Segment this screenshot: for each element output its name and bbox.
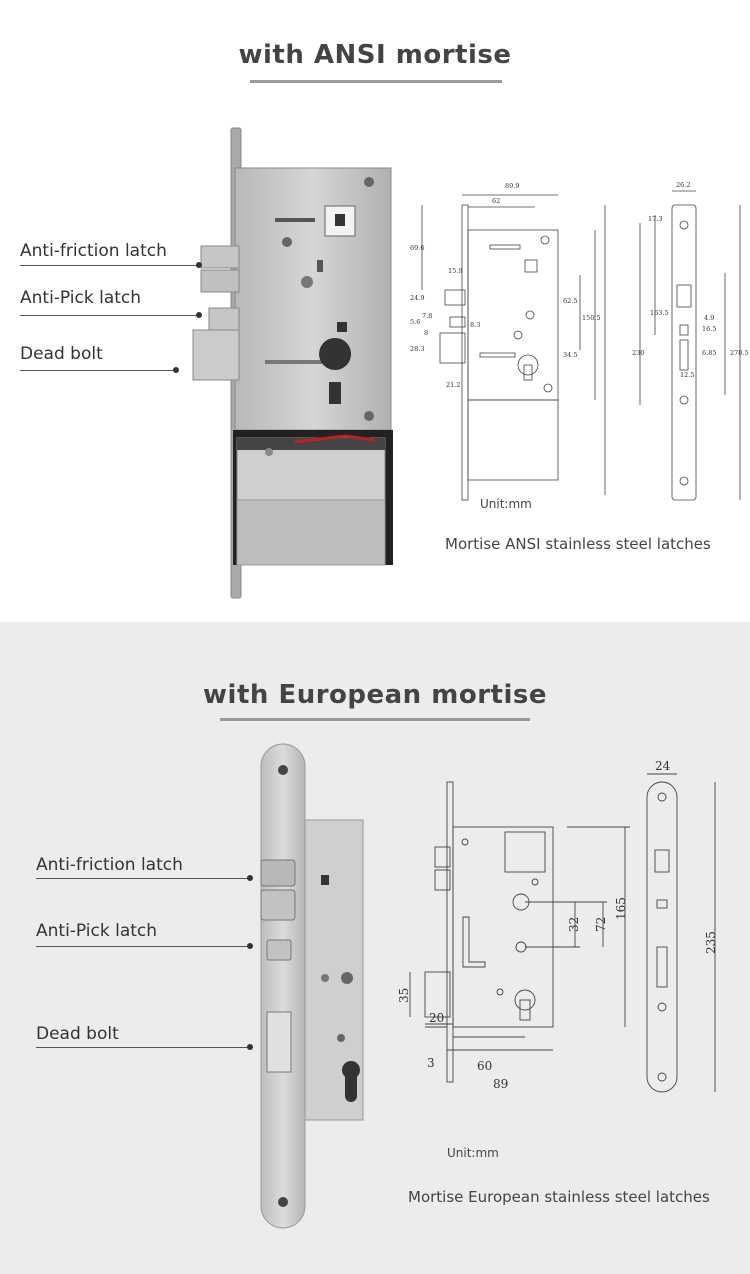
ansi-anti-friction-label: Anti-friction latch: [20, 241, 167, 261]
ansi-anti-pick-leader: [20, 315, 198, 316]
ansi-title-underline: [250, 80, 502, 83]
euro-technical-drawing: [385, 759, 735, 1122]
ansi-dim-2: 62: [492, 197, 501, 205]
euro-dim-165: 165: [614, 897, 628, 920]
euro-anti-friction-label: Anti-friction latch: [36, 855, 183, 875]
euro-anti-friction-leader: [36, 878, 250, 879]
ansi-dim-13: 150.5: [582, 314, 601, 322]
euro-unit: Unit:mm: [447, 1146, 499, 1160]
ansi-anti-pick-label: Anti-Pick latch: [20, 288, 142, 308]
euro-dead-bolt-dot: [247, 1044, 253, 1050]
ansi-dim-22: 230: [632, 349, 645, 357]
euro-caption: Mortise European stainless steel latches: [408, 1188, 710, 1206]
euro-anti-pick-label: Anti-Pick latch: [36, 921, 158, 941]
ansi-dead-bolt-label: Dead bolt: [20, 344, 103, 364]
ansi-dim-9: 8.3: [470, 321, 481, 329]
ansi-dim-5: 24.9: [410, 294, 425, 302]
euro-dim-24: 24: [655, 759, 671, 773]
euro-dim-60: 60: [477, 1059, 493, 1073]
euro-dim-35: 35: [397, 987, 411, 1003]
ansi-caption: Mortise ANSI stainless steel latches: [445, 535, 711, 553]
ansi-section: [0, 0, 750, 622]
ansi-dim-7: 5.6: [410, 318, 421, 326]
euro-lock-photo: [245, 740, 375, 1232]
euro-dim-32: 32: [567, 916, 581, 932]
ansi-dead-bolt-leader: [20, 370, 175, 371]
ansi-dim-21: 12.5: [680, 371, 695, 379]
euro-title-underline: [220, 718, 530, 721]
ansi-lock-photo: [175, 120, 405, 605]
ansi-dim-4: 15.9: [448, 267, 463, 275]
ansi-dim-8: 8: [424, 329, 429, 337]
ansi-dim-6: 7.8: [422, 312, 433, 320]
ansi-anti-pick-dot: [196, 312, 202, 318]
ansi-anti-friction-dot: [196, 262, 202, 268]
ansi-dim-14: 34.5: [563, 351, 578, 359]
ansi-dim-18: 4.9: [704, 314, 715, 322]
ansi-dim-19: 16.5: [702, 325, 717, 333]
euro-dim-3: 3: [427, 1056, 435, 1070]
ansi-unit: Unit:mm: [480, 497, 532, 511]
ansi-dead-bolt-dot: [173, 367, 179, 373]
ansi-title: with ANSI mortise: [238, 40, 512, 70]
euro-dead-bolt-leader: [36, 1047, 250, 1048]
euro-section: [0, 622, 750, 1274]
ansi-anti-friction-leader: [20, 265, 198, 266]
ansi-dim-15: 26.2: [676, 181, 691, 189]
ansi-dim-23: 270.5: [730, 349, 749, 357]
ansi-dim-20: 6.85: [702, 349, 717, 357]
ansi-dim-12: 62.5: [563, 297, 578, 305]
ansi-dim-11: 21.2: [446, 381, 461, 389]
euro-dead-bolt-label: Dead bolt: [36, 1024, 119, 1044]
ansi-dim-10: 28.3: [410, 345, 425, 353]
ansi-dim-16: 17.3: [648, 215, 663, 223]
euro-anti-pick-dot: [247, 943, 253, 949]
euro-anti-friction-dot: [247, 875, 253, 881]
euro-title: with European mortise: [203, 680, 547, 710]
ansi-technical-drawing: [400, 175, 750, 515]
euro-anti-pick-leader: [36, 946, 250, 947]
ansi-dim-3: 69.6: [410, 244, 425, 252]
ansi-dim-1: 89.9: [505, 182, 520, 190]
euro-dim-89: 89: [493, 1077, 509, 1091]
euro-dim-72: 72: [594, 916, 608, 932]
euro-dim-20: 20: [429, 1011, 445, 1025]
euro-dim-235: 235: [704, 931, 718, 954]
ansi-dim-17: 163.5: [650, 309, 669, 317]
